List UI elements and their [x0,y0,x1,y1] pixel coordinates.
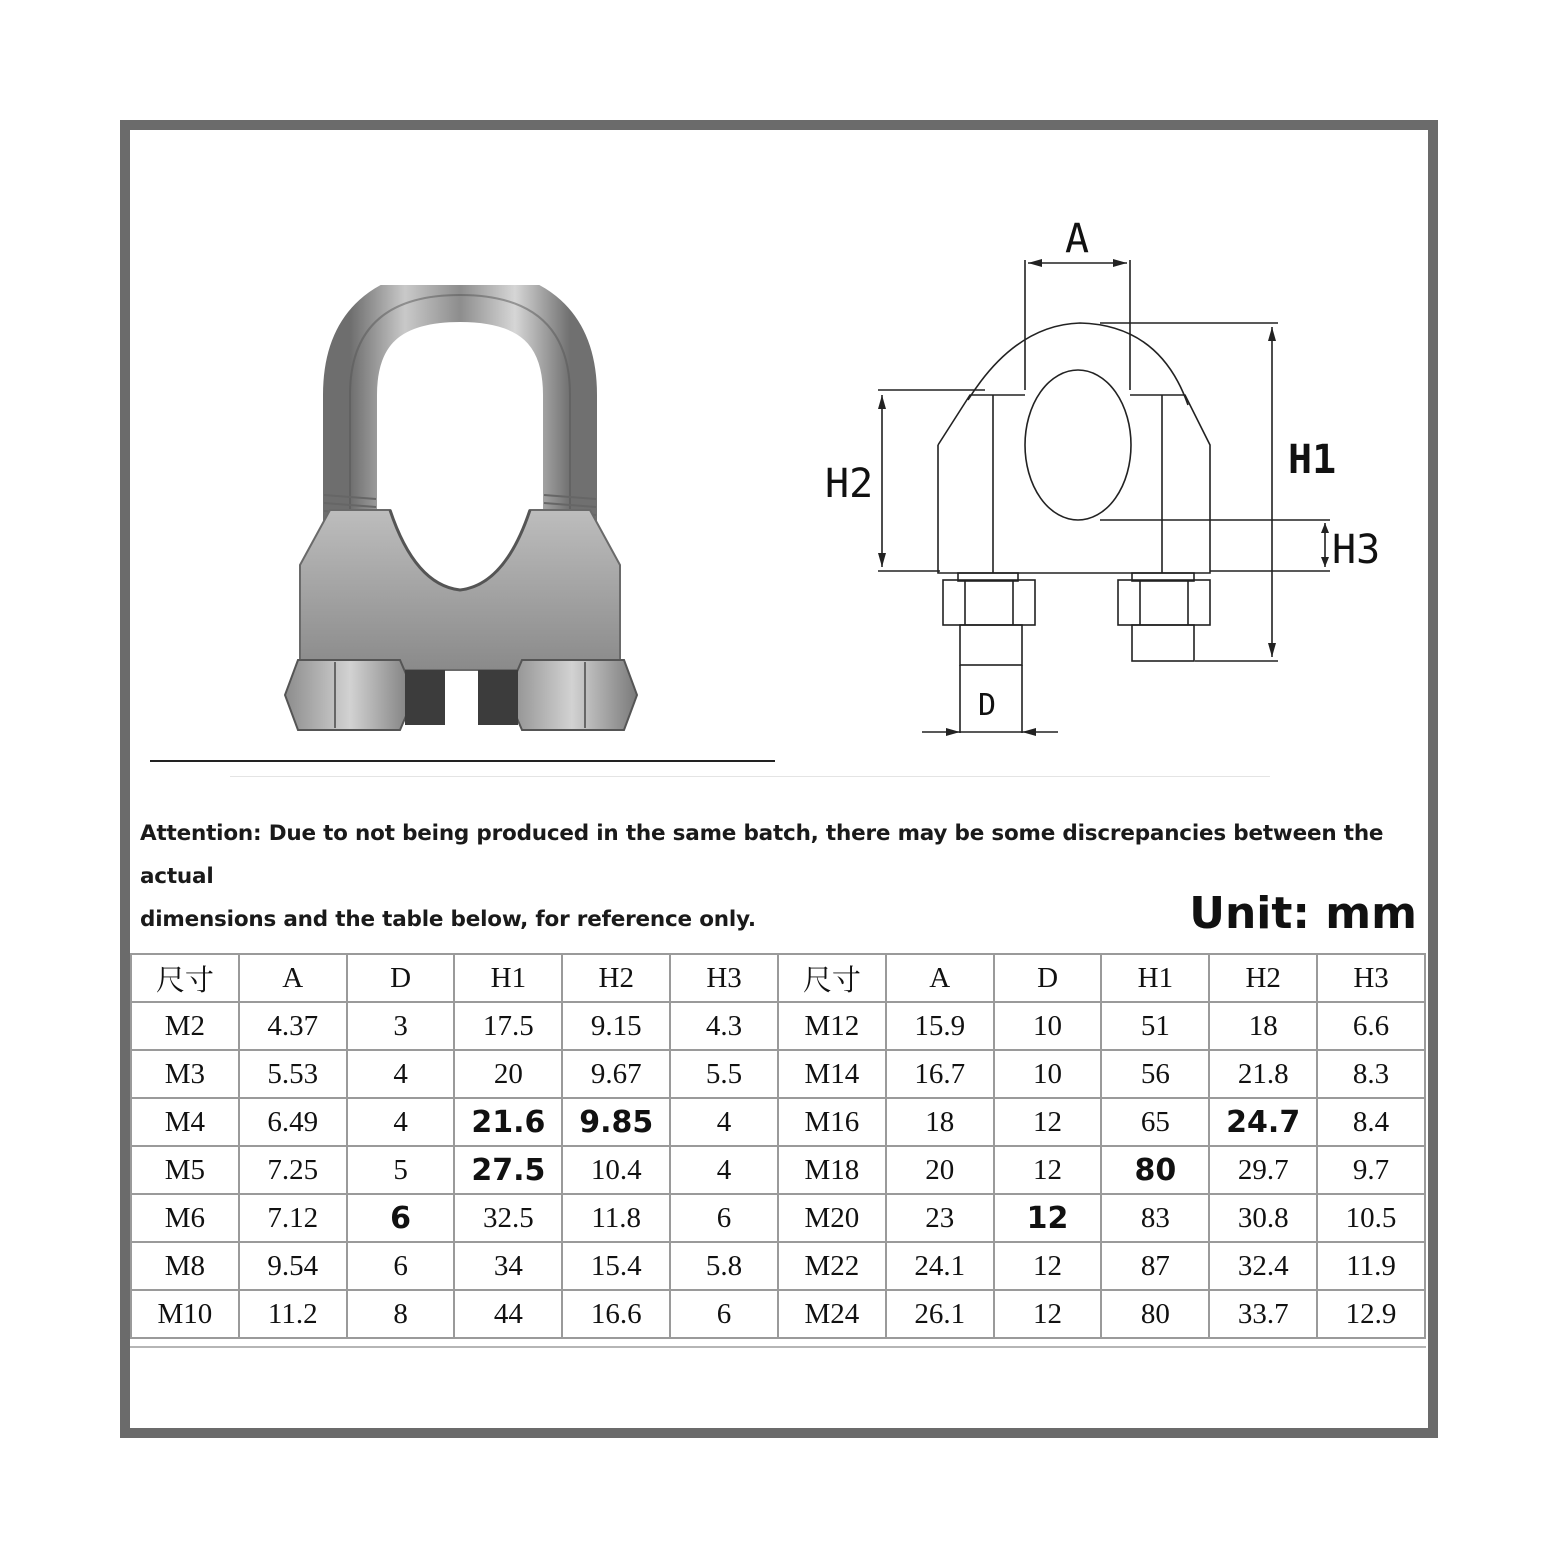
table-cell: 9.15 [562,1002,670,1050]
table-cell: M8 [131,1242,239,1290]
table-cell: 4.37 [239,1002,347,1050]
table-cell: 9.54 [239,1242,347,1290]
table-cell: 12 [994,1290,1102,1338]
attention-line-2: dimensions and the table below, for reference only. [140,907,756,932]
table-cell: 21.8 [1209,1050,1317,1098]
wire-rope-clip-photo [240,285,680,745]
table-cell: M22 [778,1242,886,1290]
table-cell: 56 [1101,1050,1209,1098]
table-cell: 8.3 [1317,1050,1425,1098]
table-cell: 80 [1101,1146,1209,1194]
table-cell: 27.5 [454,1146,562,1194]
header-cell: A [886,954,994,1002]
table-cell: M2 [131,1002,239,1050]
table-cell: 80 [1101,1290,1209,1338]
table-cell: 12 [994,1098,1102,1146]
header-cell: H3 [670,954,778,1002]
table-cell: 4.3 [670,1002,778,1050]
table-cell: 10.4 [562,1146,670,1194]
table-cell: M20 [778,1194,886,1242]
table-header-row [131,954,1425,1002]
attention-line-1: Attention: Due to not being produced in the same batch, there may be some discrepancies between the actual [140,821,1384,889]
dimension-drawing [810,205,1400,750]
table-cell: M14 [778,1050,886,1098]
header-cell: 尺寸 [131,954,239,1002]
dimension-table [130,953,1426,1339]
table-cell: 83 [1101,1194,1209,1242]
table-row [131,1002,1425,1050]
table-cell: 24.7 [1209,1098,1317,1146]
table-cell: 32.4 [1209,1242,1317,1290]
table-cell: 5 [347,1146,455,1194]
table-cell: 6 [347,1194,455,1242]
table-cell: 5.8 [670,1242,778,1290]
table-row [131,1050,1425,1098]
table-cell: 4 [670,1146,778,1194]
table-cell: 8.4 [1317,1098,1425,1146]
table-cell: M18 [778,1146,886,1194]
table-cell: 9.67 [562,1050,670,1098]
table-cell: 11.8 [562,1194,670,1242]
table-cell: 4 [347,1050,455,1098]
header-cell: H2 [562,954,670,1002]
table-cell: M3 [131,1050,239,1098]
table-cell: 6.49 [239,1098,347,1146]
table-row [131,1194,1425,1242]
table-cell: 12 [994,1146,1102,1194]
label-h2: H2 [825,461,874,507]
table-cell: M6 [131,1194,239,1242]
label-h1: H1 [1288,437,1337,483]
table-cell: 18 [1209,1002,1317,1050]
table-cell: 21.6 [454,1098,562,1146]
header-cell: 尺寸 [778,954,886,1002]
table-cell: 7.12 [239,1194,347,1242]
header-cell: H1 [1101,954,1209,1002]
table-cell: 15.4 [562,1242,670,1290]
table-cell: 29.7 [1209,1146,1317,1194]
table-cell: 51 [1101,1002,1209,1050]
label-d: D [978,688,997,723]
table-cell: 20 [886,1146,994,1194]
table-cell: M4 [131,1098,239,1146]
table-cell: 16.7 [886,1050,994,1098]
table-cell: 34 [454,1242,562,1290]
table-cell: M24 [778,1290,886,1338]
header-cell: A [239,954,347,1002]
table-cell: 12 [994,1194,1102,1242]
table-cell: 6.6 [1317,1002,1425,1050]
table-cell: 23 [886,1194,994,1242]
header-cell: D [994,954,1102,1002]
table-cell: 7.25 [239,1146,347,1194]
table-cell: 10.5 [1317,1194,1425,1242]
table-cell: 5.5 [670,1050,778,1098]
table-row [131,1146,1425,1194]
table-cell: 87 [1101,1242,1209,1290]
table-cell: 10 [994,1002,1102,1050]
table-cell: 12 [994,1242,1102,1290]
section-divider [230,776,1270,777]
table-bottom-divider [130,1346,1426,1348]
label-h3: H3 [1332,527,1381,573]
header-cell: H2 [1209,954,1317,1002]
table-cell: 15.9 [886,1002,994,1050]
table-cell: 4 [670,1098,778,1146]
unit-label: Unit: mm [1189,888,1417,939]
label-a: A [1065,216,1090,262]
table-cell: 65 [1101,1098,1209,1146]
table-cell: 3 [347,1002,455,1050]
table-cell: 24.1 [886,1242,994,1290]
table-cell: M16 [778,1098,886,1146]
header-cell: H3 [1317,954,1425,1002]
table-cell: M12 [778,1002,886,1050]
table-cell: 4 [347,1098,455,1146]
table-cell: 20 [454,1050,562,1098]
photo-divider [150,760,775,762]
table-cell: 11.2 [239,1290,347,1338]
table-cell: 9.85 [562,1098,670,1146]
table-cell: 5.53 [239,1050,347,1098]
table-cell: 17.5 [454,1002,562,1050]
table-cell: 9.7 [1317,1146,1425,1194]
table-cell: 6 [670,1194,778,1242]
table-cell: 11.9 [1317,1242,1425,1290]
table-cell: 12.9 [1317,1290,1425,1338]
header-cell: H1 [454,954,562,1002]
table-cell: M5 [131,1146,239,1194]
table-cell: 6 [347,1242,455,1290]
table-cell: 16.6 [562,1290,670,1338]
table-cell: 30.8 [1209,1194,1317,1242]
table-cell: 32.5 [454,1194,562,1242]
table-cell: 8 [347,1290,455,1338]
table-row [131,1242,1425,1290]
table-cell: M10 [131,1290,239,1338]
table-row [131,1290,1425,1338]
table-cell: 26.1 [886,1290,994,1338]
table-cell: 10 [994,1050,1102,1098]
table-cell: 6 [670,1290,778,1338]
table-cell: 18 [886,1098,994,1146]
table-cell: 33.7 [1209,1290,1317,1338]
header-cell: D [347,954,455,1002]
table-row [131,1098,1425,1146]
table-cell: 44 [454,1290,562,1338]
